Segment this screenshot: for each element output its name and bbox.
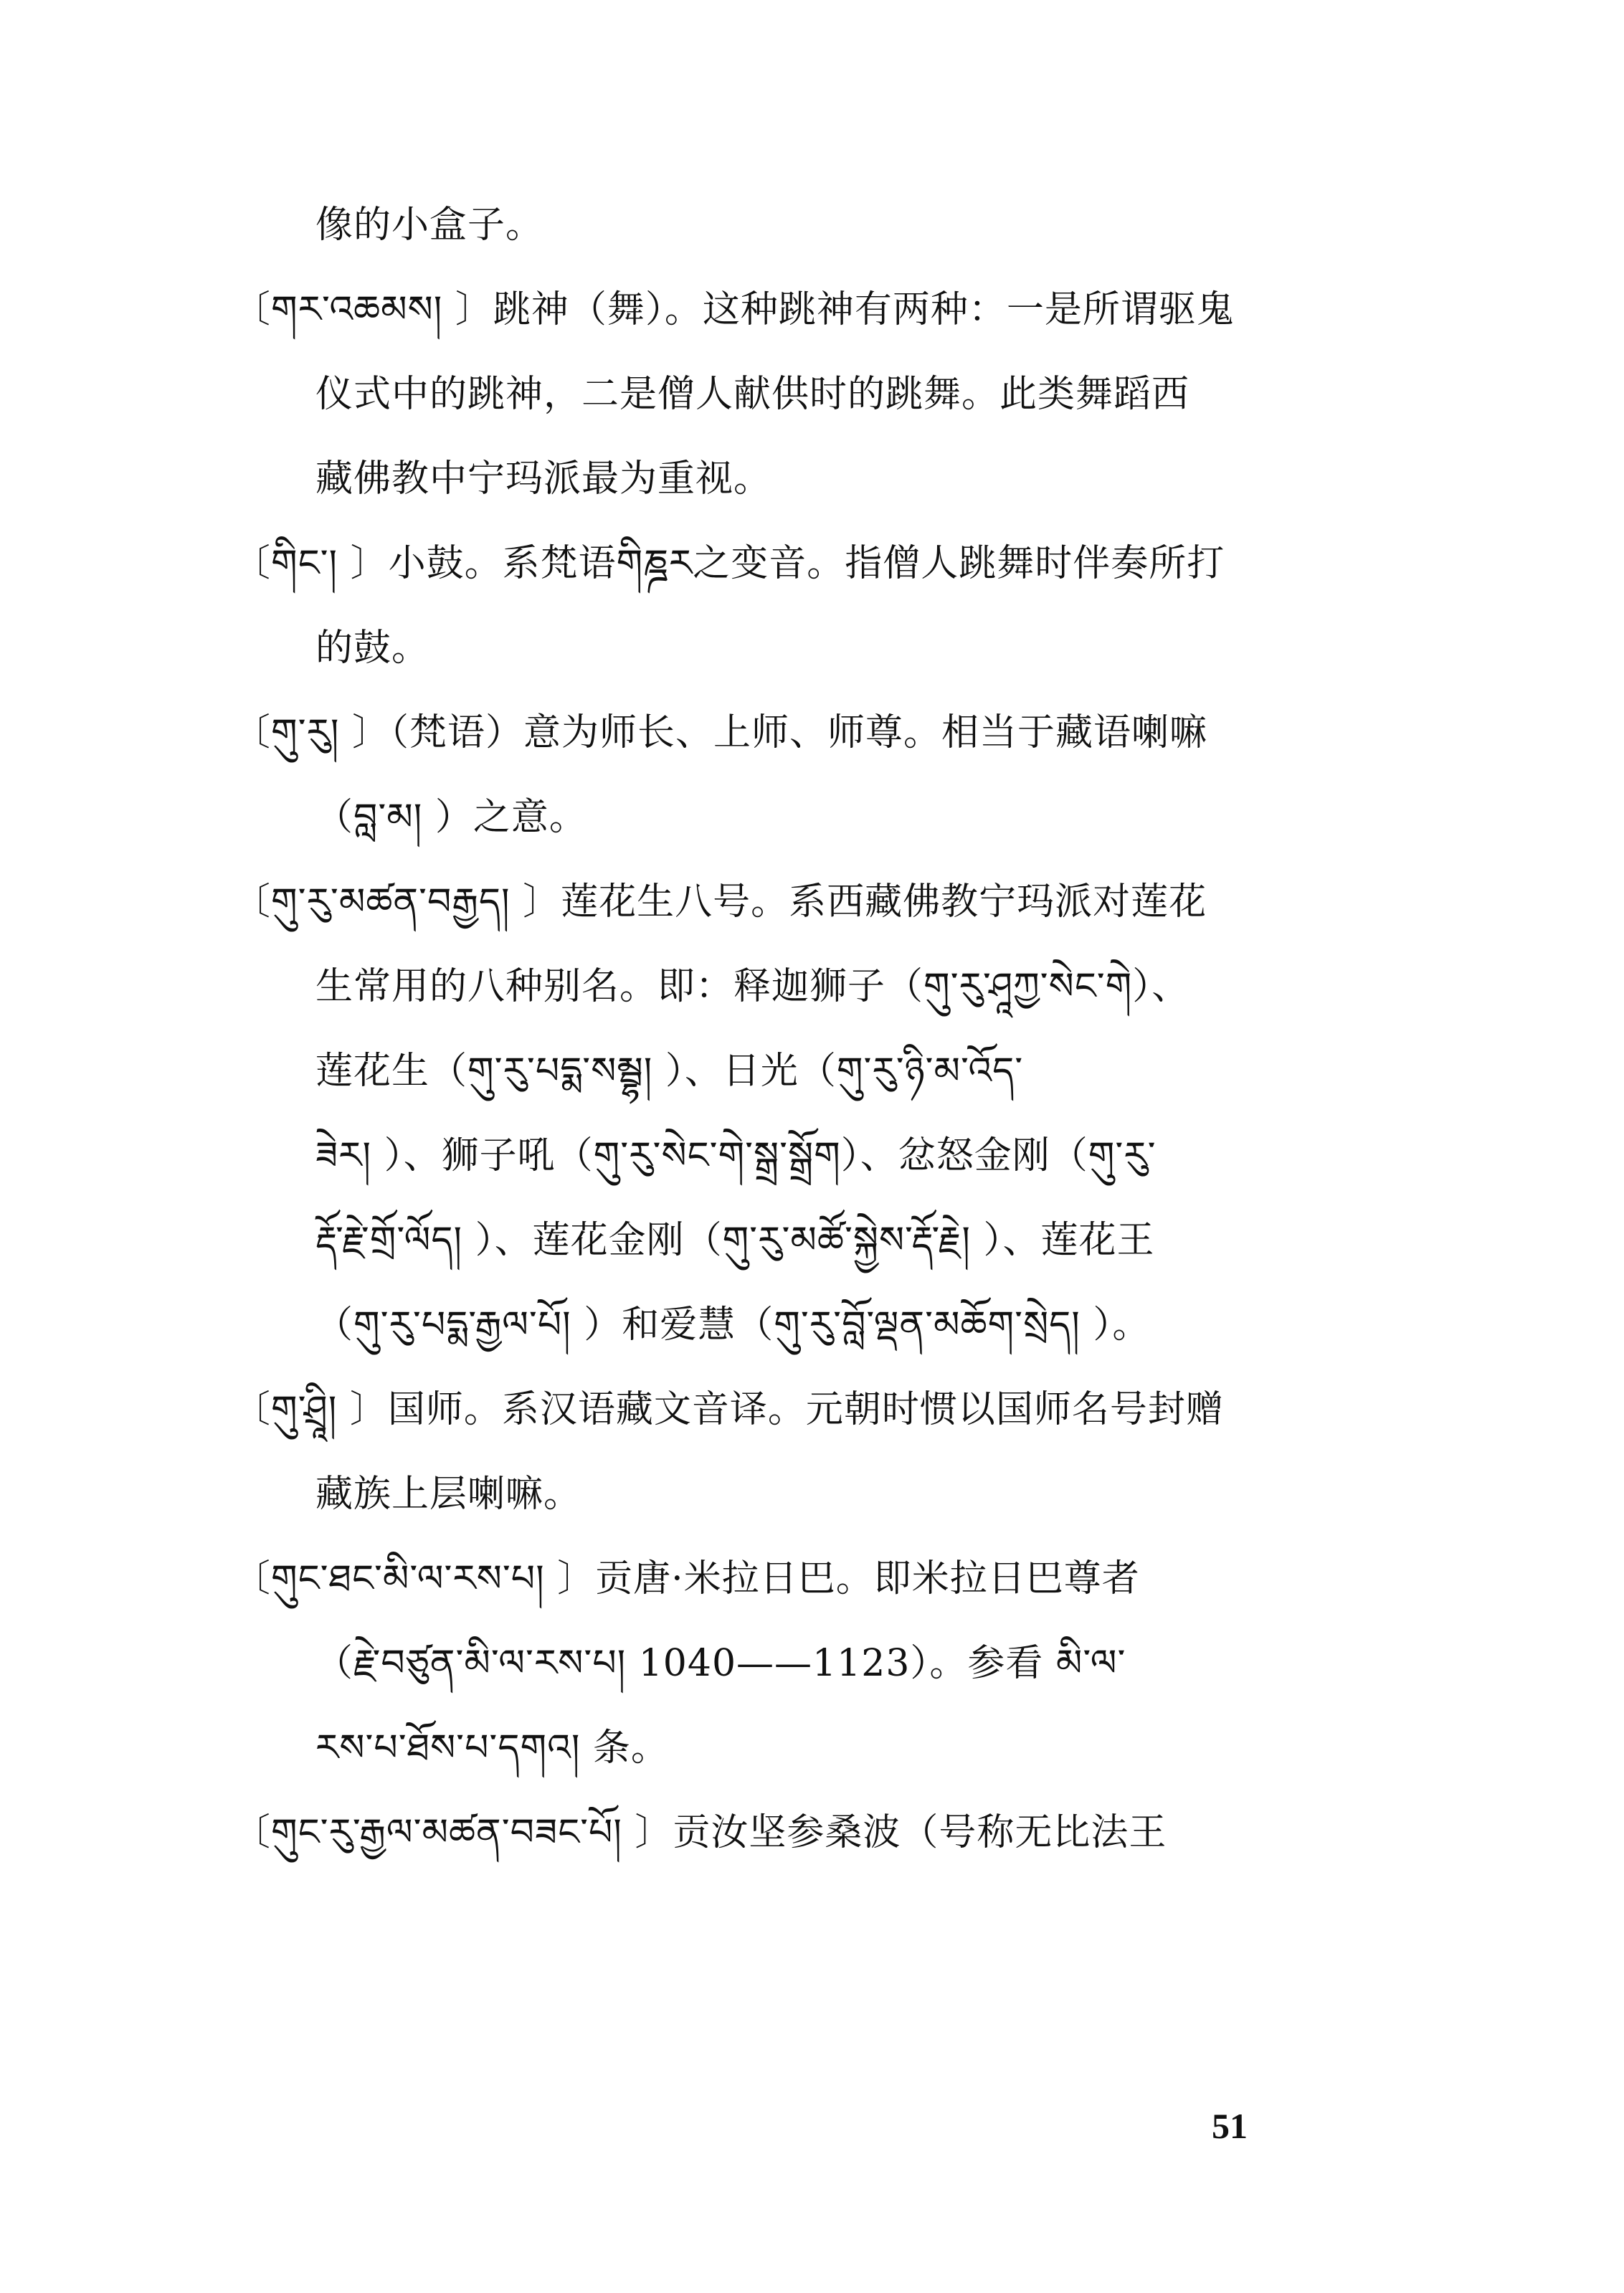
- text-line-6: 的鼓。: [315, 627, 430, 670]
- text-line-17: 〔གུང་ཐང་མི་ལ་རས་པ། 〕贡唐·米拉日巴。即米拉日巴尊者: [233, 1557, 1140, 1600]
- text-line-16: 藏族上层喇嘛。: [315, 1473, 582, 1516]
- text-line-3: 仪式中的跳神，二是僧人献供时的跳舞。此类舞蹈西: [315, 373, 1190, 416]
- text-line-4: 藏佛教中宁玛派最为重视。: [315, 457, 772, 500]
- text-line-15: 〔གུ་ཤྲཱི། 〕国师。系汉语藏文音译。元朝时惯以国师名号封赠: [233, 1388, 1224, 1431]
- text-line-5: 〔གིང་། 〕小鼓。系梵语གིཎྜར之变音。指僧人跳舞时伴奏所打: [233, 542, 1225, 585]
- text-line-1: 像的小盒子。: [315, 204, 544, 247]
- text-line-9: 〔གུ་རུ་མཚན་བརྒྱད། 〕莲花生八号。系西藏佛教宁玛派对莲花: [233, 880, 1207, 924]
- text-line-18: （རྗེ་བཙུན་མི་ལ་རས་པ། 1040——1123）。参看 མི་ལ་: [315, 1642, 1126, 1685]
- text-line-2: 〔གར་འཆམས། 〕跳神（舞）。这种跳神有两种：一是所谓驱鬼: [233, 288, 1235, 331]
- text-line-14: （གུ་རུ་པདྨ་རྒྱལ་པོ། ）和爱慧（གུ་རུ་བློ་ལྡན་མཆོག་སྲེད། ）。: [315, 1304, 1151, 1347]
- text-line-19: རས་པ་ཐོས་པ་དགའ། 条。: [315, 1727, 669, 1770]
- text-line-13: རྡོ་རྗེ་གྲོ་ལོད། ）、莲花金刚（གུ་རུ་མཚོ་སྐྱེས་རྡོ་རྗེ། ）、莲花王: [315, 1219, 1155, 1262]
- text-line-10: 生常用的八种别名。即：释迦狮子（གུ་རུ་ཤཱཀྱ་སེང་གེ）、: [315, 965, 1190, 1008]
- page-number: 51: [1212, 2106, 1248, 2146]
- text-line-12: ཟེར། ）、狮子吼（གུ་རུ་སེང་གེ་སྒྲ་སྒྲོག）、忿怒金刚（གུ་རུ་: [315, 1134, 1157, 1177]
- text-line-11: 莲花生（གུ་རུ་པདྨ་སམྦྷ། ）、日光（གུ་རུ་ཉི་མ་འོད་: [315, 1050, 1024, 1093]
- text-line-7: 〔གུ་རུ། 〕（梵语）意为师长、上师、师尊。相当于藏语喇嘛: [233, 711, 1207, 754]
- text-line-20: 〔གུང་རུ་རྒྱལ་མཚན་བཟང་པོ། 〕贡汝坚参桑波（号称无比法王: [233, 1811, 1167, 1854]
- text-line-8: （བླ་མ། ）之意。: [315, 796, 587, 839]
